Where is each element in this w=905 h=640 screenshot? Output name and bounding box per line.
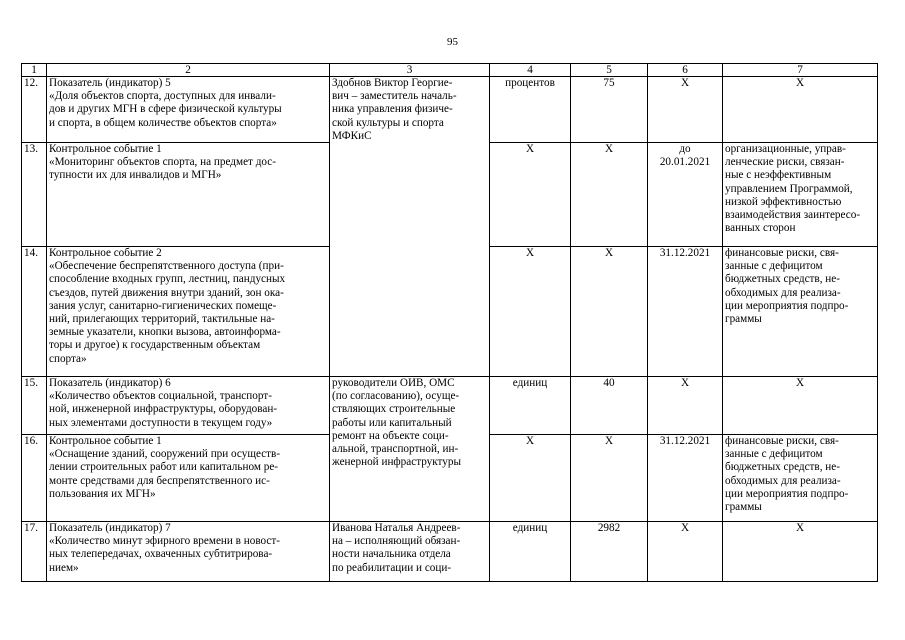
row-unit: X xyxy=(490,435,571,522)
desc-line: дов и других МГН в сфере физической культуры xyxy=(49,103,282,116)
desc-line: Контрольное событие 1 xyxy=(49,143,162,155)
row-responsible xyxy=(330,377,490,522)
responsible-line: ремонт на объекте соци- xyxy=(332,429,449,442)
desc-line: пользования их МГН» xyxy=(49,487,156,500)
row-term xyxy=(648,522,723,582)
term-line: до xyxy=(679,143,691,155)
row-term xyxy=(648,143,723,247)
risk-line: финансовые риски, свя- xyxy=(725,247,839,259)
row-value: 75 xyxy=(571,77,648,143)
responsible-line: Иванова Наталья Андреев- xyxy=(332,522,461,534)
row-number: 15. xyxy=(22,377,47,435)
row-number: 17. xyxy=(22,522,47,582)
row-number: 16. xyxy=(22,435,47,522)
desc-line: Контрольное событие 1 xyxy=(49,435,162,447)
page-number: 95 xyxy=(447,36,458,48)
responsible-line: МФКиС xyxy=(332,129,372,142)
row-number: 14. xyxy=(22,247,47,377)
responsible-line: ника управления физиче- xyxy=(332,103,453,116)
risk-line: ции мероприятия подпро- xyxy=(725,299,849,312)
risk-line: обходимых для реализа- xyxy=(725,474,841,487)
column-header-2: 2 xyxy=(47,64,330,77)
desc-line: и спорта, в общем количестве объектов спорта» xyxy=(49,116,277,129)
risk-line: взаимодействия заинтересо- xyxy=(725,209,861,222)
desc-line: спорта» xyxy=(49,352,87,365)
responsible-line: ствляющих строительные xyxy=(332,403,456,416)
row-number: 12. xyxy=(22,77,47,143)
row-risk xyxy=(723,77,878,143)
responsible-line: женерной инфраструктуры xyxy=(332,456,462,469)
desc-line: земные указатели, кнопки вызова, автоинформа- xyxy=(49,326,281,339)
desc-line: торы и другое) к государственным объектам xyxy=(49,339,261,352)
desc-line: нием» xyxy=(49,561,79,574)
term-line: X xyxy=(680,377,690,389)
desc-line: «Обеспечение беспрепятственного доступа (при- xyxy=(49,260,284,273)
row-value: 40 xyxy=(571,377,648,435)
responsible-line: ности начальника отдела xyxy=(332,548,451,561)
row-unit: процентов xyxy=(490,77,571,143)
row-risk xyxy=(723,377,878,435)
risk-line: X xyxy=(795,77,805,89)
row-number: 13. xyxy=(22,143,47,247)
column-header-5: 5 xyxy=(571,64,648,77)
row-value: X xyxy=(571,247,648,377)
responsible-line: ской культуры и спорта xyxy=(332,116,444,129)
row-description xyxy=(47,77,330,143)
row-unit: X xyxy=(490,247,571,377)
desc-line: «Мониторинг объектов спорта, на предмет дос- xyxy=(49,156,276,169)
row-unit: X xyxy=(490,143,571,247)
column-header-4: 4 xyxy=(490,64,571,77)
desc-line: ных элементами доступности в текущем году» xyxy=(49,416,273,429)
column-header-3: 3 xyxy=(330,64,490,77)
row-term xyxy=(648,377,723,435)
desc-line: Показатель (индикатор) 7 xyxy=(49,522,171,534)
risk-line: низкой эффективностью xyxy=(725,195,842,208)
row-description xyxy=(47,522,330,582)
desc-line: Контрольное событие 2 xyxy=(49,247,162,259)
column-number-row xyxy=(22,64,878,77)
desc-line: «Количество минут эфирного времени в новост- xyxy=(49,535,280,548)
desc-line: лении строительных работ или капитальном ре- xyxy=(49,461,279,474)
responsible-line: по реабилитации и соци- xyxy=(332,561,452,574)
desc-line: «Доля объектов спорта, доступных для инвали- xyxy=(49,90,276,103)
risk-line: бюджетных средств, не- xyxy=(725,273,840,286)
desc-line: «Количество объектов социальной, транспорт- xyxy=(49,390,272,403)
table-row xyxy=(22,77,878,143)
column-header-6: 6 xyxy=(648,64,723,77)
risk-line: финансовые риски, свя- xyxy=(725,435,839,447)
table-row xyxy=(22,522,878,582)
risk-line: обходимых для реализа- xyxy=(725,286,841,299)
row-unit: единиц xyxy=(490,522,571,582)
row-description xyxy=(47,377,330,435)
term-line: 31.12.2021 xyxy=(659,247,711,259)
term-line: X xyxy=(680,77,690,89)
row-value: X xyxy=(571,435,648,522)
desc-line: ной, инженерной инфраструктуры, оборудован- xyxy=(49,403,278,416)
row-unit: единиц xyxy=(490,377,571,435)
desc-line: Показатель (индикатор) 6 xyxy=(49,377,171,389)
desc-line: Показатель (индикатор) 5 xyxy=(49,77,171,89)
risk-line: X xyxy=(795,522,805,534)
desc-line: монте средствами для беспрепятственного ис- xyxy=(49,474,270,487)
desc-line: тупности их для инвалидов и МГН» xyxy=(49,169,222,182)
responsible-line: Здобнов Виктор Георгие- xyxy=(332,77,453,89)
term-line: 20.01.2021 xyxy=(659,156,711,169)
risk-line: занные с дефицитом xyxy=(725,448,823,461)
desc-line: зания услуг, санитарно-гигиенических помеще- xyxy=(49,299,277,312)
responsible-line: альной, транспортной, ин- xyxy=(332,443,459,456)
column-header-1: 1 xyxy=(22,64,47,77)
risk-line: управлением Программой, xyxy=(725,182,853,195)
row-description xyxy=(47,143,330,247)
risk-line: ванных сторон xyxy=(725,222,796,235)
desc-line: съездов, путей движения внутри зданий, зон ока- xyxy=(49,286,284,299)
row-responsible xyxy=(330,77,490,377)
row-risk xyxy=(723,143,878,247)
responsible-line: руководители ОИВ, ОМС xyxy=(332,377,455,389)
term-line: X xyxy=(680,522,690,534)
desc-line: ний, прилегающих территорий, тактильные на- xyxy=(49,313,275,326)
row-term xyxy=(648,247,723,377)
risk-line: бюджетных средств, не- xyxy=(725,461,840,474)
responsible-line: вич – заместитель началь- xyxy=(332,90,457,103)
row-term xyxy=(648,77,723,143)
row-risk xyxy=(723,522,878,582)
risk-line: граммы xyxy=(725,313,762,326)
row-value: X xyxy=(571,143,648,247)
risk-line: ции мероприятия подпро- xyxy=(725,487,849,500)
table-row xyxy=(22,377,878,435)
row-value: 2982 xyxy=(571,522,648,582)
row-risk xyxy=(723,435,878,522)
column-header-7: 7 xyxy=(723,64,878,77)
responsible-line: работы или капитальный xyxy=(332,416,452,429)
risk-line: ные с неэффективным xyxy=(725,169,832,182)
row-description xyxy=(47,435,330,522)
risk-line: занные с дефицитом xyxy=(725,260,823,273)
risk-line: ленческие риски, связан- xyxy=(725,156,845,169)
row-risk xyxy=(723,247,878,377)
desc-line: ных телепередачах, охваченных субтитрирова- xyxy=(49,548,273,561)
risk-line: граммы xyxy=(725,501,762,514)
responsible-line: на – исполняющий обязан- xyxy=(332,535,461,548)
row-description xyxy=(47,247,330,377)
row-responsible xyxy=(330,522,490,582)
risk-line: организационные, управ- xyxy=(725,143,846,155)
desc-line: «Оснащение зданий, сооружений при осуществ- xyxy=(49,448,281,461)
responsible-line: (по согласованию), осуще- xyxy=(332,390,460,403)
term-line: 31.12.2021 xyxy=(659,435,711,447)
row-term xyxy=(648,435,723,522)
indicators-table xyxy=(21,63,878,582)
desc-line: способление входных групп, лестниц, пандусных xyxy=(49,273,286,286)
risk-line: X xyxy=(795,377,805,389)
